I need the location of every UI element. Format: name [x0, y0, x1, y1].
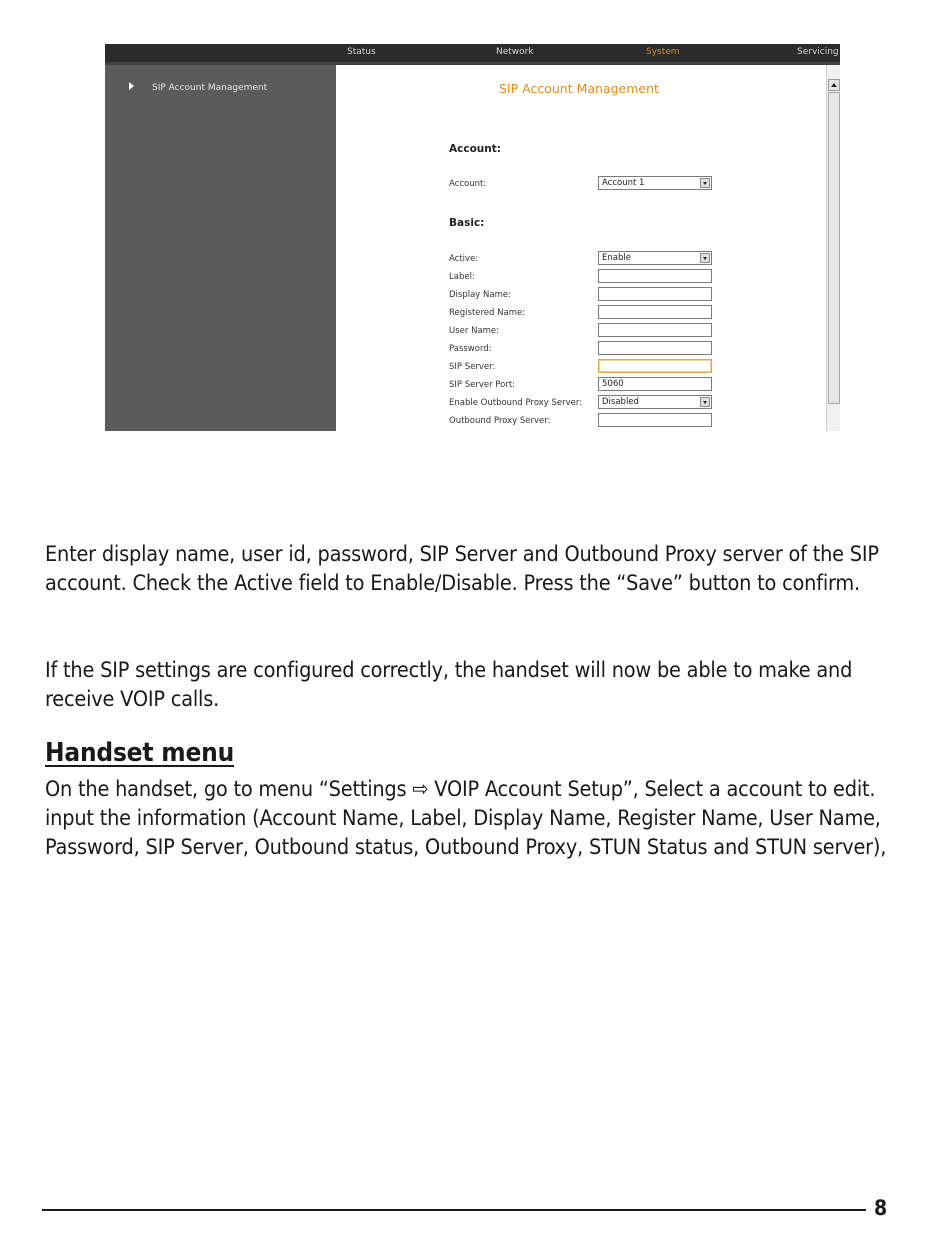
outbound-proxy-enable-label: Enable Outbound Proxy Server:	[449, 398, 583, 408]
scroll-thumb[interactable]	[828, 92, 840, 404]
dropdown-arrow-icon[interactable]	[700, 178, 710, 188]
top-nav	[105, 44, 840, 65]
account-label: Account:	[449, 179, 487, 189]
sip-server-port-value: 5060	[602, 379, 624, 389]
display-name-label: Display Name:	[449, 290, 511, 300]
tab-servicing[interactable]: Servicing	[797, 47, 839, 57]
sidebar	[105, 65, 336, 431]
outbound-proxy-enable-value: Disabled	[602, 397, 639, 407]
dropdown-arrow-icon[interactable]	[700, 253, 710, 263]
label-label: Label:	[449, 272, 475, 282]
page-title: SIP Account Management	[499, 81, 659, 96]
section-heading-handset-menu: Handset menu	[45, 738, 235, 768]
content-panel	[336, 65, 826, 431]
password-input[interactable]	[598, 341, 712, 355]
handset-menu-paragraph: On the handset, go to menu “Settings ⇨ VOIP Account Setup”, Select a account to edit. input the information (Account Name, Label, Display Name, Register Name, User Name, Password, SIP Server, Outbound status, Outbound Proxy, STUN Status and STUN server),	[45, 777, 887, 860]
tab-status[interactable]: Status	[347, 47, 376, 57]
tab-network[interactable]: Network	[496, 47, 534, 57]
instruction-paragraph: Enter display name, user id, password, SIP Server and Outbound Proxy server of the SIP account. Check the Active field to Enable/Disable. Press the “Save” button to confirm.	[45, 542, 879, 596]
user-name-label: User Name:	[449, 326, 500, 336]
outbound-proxy-enable-select[interactable]	[598, 395, 712, 409]
page-number: 8	[874, 1196, 888, 1220]
sidebar-item-sip-account-management[interactable]: SIP Account Management	[152, 83, 268, 93]
scroll-up-arrow-icon[interactable]	[828, 79, 840, 91]
registered-name-label: Registered Name:	[449, 308, 526, 318]
user-name-input[interactable]	[598, 323, 712, 337]
sip-server-input[interactable]	[598, 359, 712, 373]
triangle-right-icon	[129, 82, 134, 90]
footer-rule	[42, 1209, 866, 1211]
display-name-input[interactable]	[598, 287, 712, 301]
section-heading-account: Account:	[449, 143, 501, 155]
dropdown-arrow-icon[interactable]	[700, 397, 710, 407]
account-select[interactable]	[598, 176, 712, 190]
tab-system[interactable]: System	[646, 47, 680, 57]
sip-server-label: SIP Server:	[449, 362, 496, 372]
result-paragraph: If the SIP settings are configured correctly, the handset will now be able to make and receive VOIP calls.	[45, 658, 853, 712]
outbound-proxy-server-label: Outbound Proxy Server:	[449, 416, 551, 426]
registered-name-input[interactable]	[598, 305, 712, 319]
active-select-value: Enable	[602, 253, 631, 263]
sip-server-port-input[interactable]	[598, 377, 712, 391]
account-select-value: Account 1	[602, 178, 645, 188]
vertical-scrollbar[interactable]	[826, 65, 840, 431]
label-input[interactable]	[598, 269, 712, 283]
outbound-proxy-server-input[interactable]	[598, 413, 712, 427]
web-ui-screenshot	[105, 44, 840, 431]
sip-server-port-label: SIP Server Port:	[449, 380, 516, 390]
password-label: Password:	[449, 344, 492, 354]
section-heading-basic: Basic:	[449, 217, 485, 229]
active-label: Active:	[449, 254, 479, 264]
active-select[interactable]	[598, 251, 712, 265]
